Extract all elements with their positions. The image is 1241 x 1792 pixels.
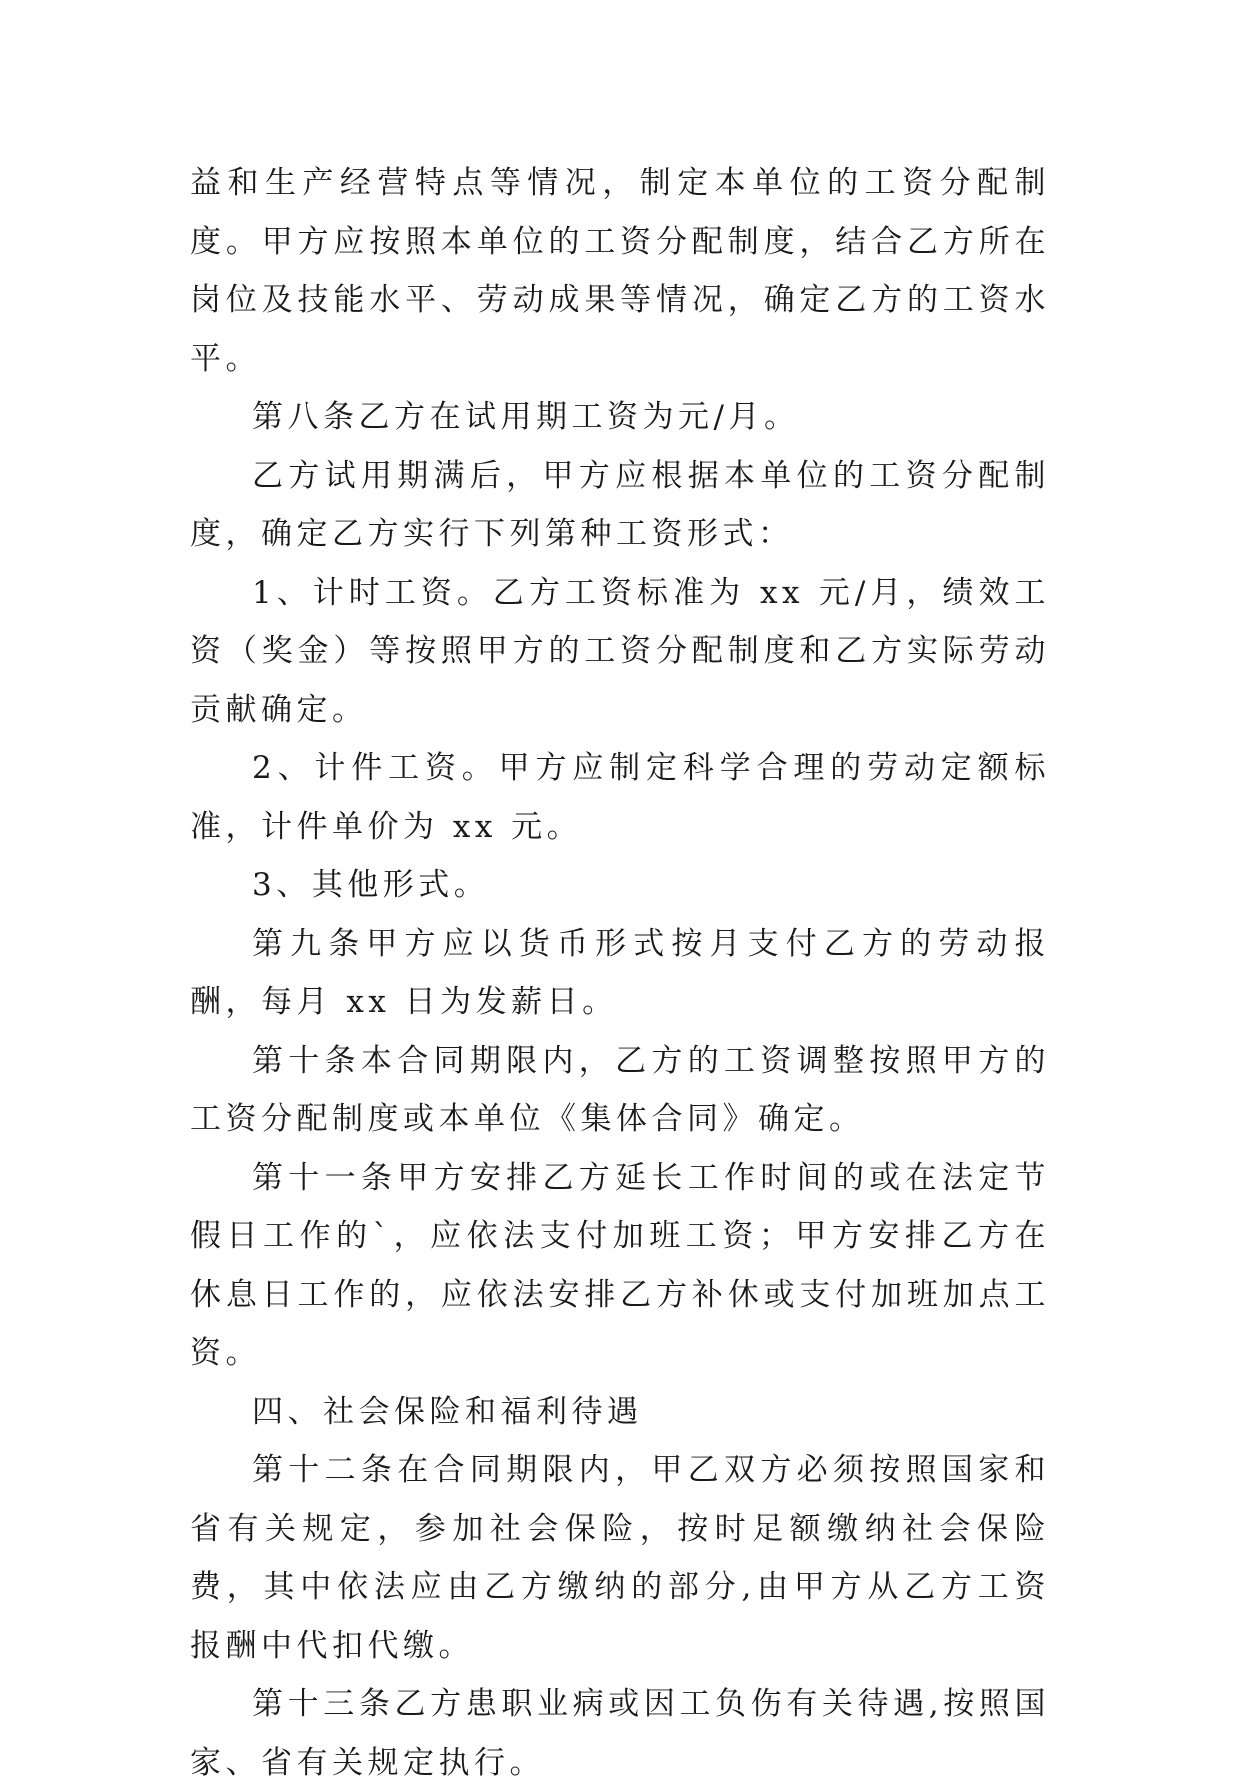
section-heading-social-insurance: 四、社会保险和福利待遇 <box>252 1393 643 1430</box>
paragraph-continued-wage-policy: 益和生产经营特点等情况，制定本单位的工资分配制度。甲方应按照本单位的工资分配制度，结合乙方所在岗位及技能水平、劳动成果等情况，确定乙方的工资水平。 <box>190 165 1050 377</box>
paragraph-article-8: 第八条乙方在试用期工资为元/月。 <box>252 399 800 435</box>
document-body <box>190 154 1050 1792</box>
paragraph-article-13: 第十三条乙方患职业病或因工负伤有关待遇,按照国家、省有关规定执行。 <box>190 1686 1050 1781</box>
paragraph-hourly-wage: 1、计时工资。乙方工资标准为 xx 元/月，绩效工资（奖金）等按照甲方的工资分配制度和乙方实际劳动贡献确定。 <box>190 574 1050 728</box>
paragraph-probation-wage-form: 乙方试用期满后，甲方应根据本单位的工资分配制度，确定乙方实行下列第种工资形式： <box>190 457 1050 552</box>
paragraph-article-12: 第十二条在合同期限内，甲乙双方必须按照国家和省有关规定，参加社会保险，按时足额缴纳社会保险费，其中依法应由乙方缴纳的部分,由甲方从乙方工资报酬中代扣代缴。 <box>190 1452 1050 1664</box>
paragraph-article-9: 第九条甲方应以货币形式按月支付乙方的劳动报酬，每月 xx 日为发薪日。 <box>190 925 1050 1020</box>
paragraph-article-10: 第十条本合同期限内，乙方的工资调整按照甲方的工资分配制度或本单位《集体合同》确定。 <box>190 1042 1050 1137</box>
paragraph-article-11: 第十一条甲方安排乙方延长工作时间的或在法定节假日工作的`，应依法支付加班工资；甲方安排乙方在休息日工作的，应依法安排乙方补休或支付加班加点工资。 <box>190 1159 1050 1371</box>
paragraph-other-forms: 3、其他形式。 <box>252 867 490 903</box>
paragraph-piece-wage: 2、计件工资。甲方应制定科学合理的劳动定额标准，计件单价为 xx 元。 <box>190 750 1050 845</box>
